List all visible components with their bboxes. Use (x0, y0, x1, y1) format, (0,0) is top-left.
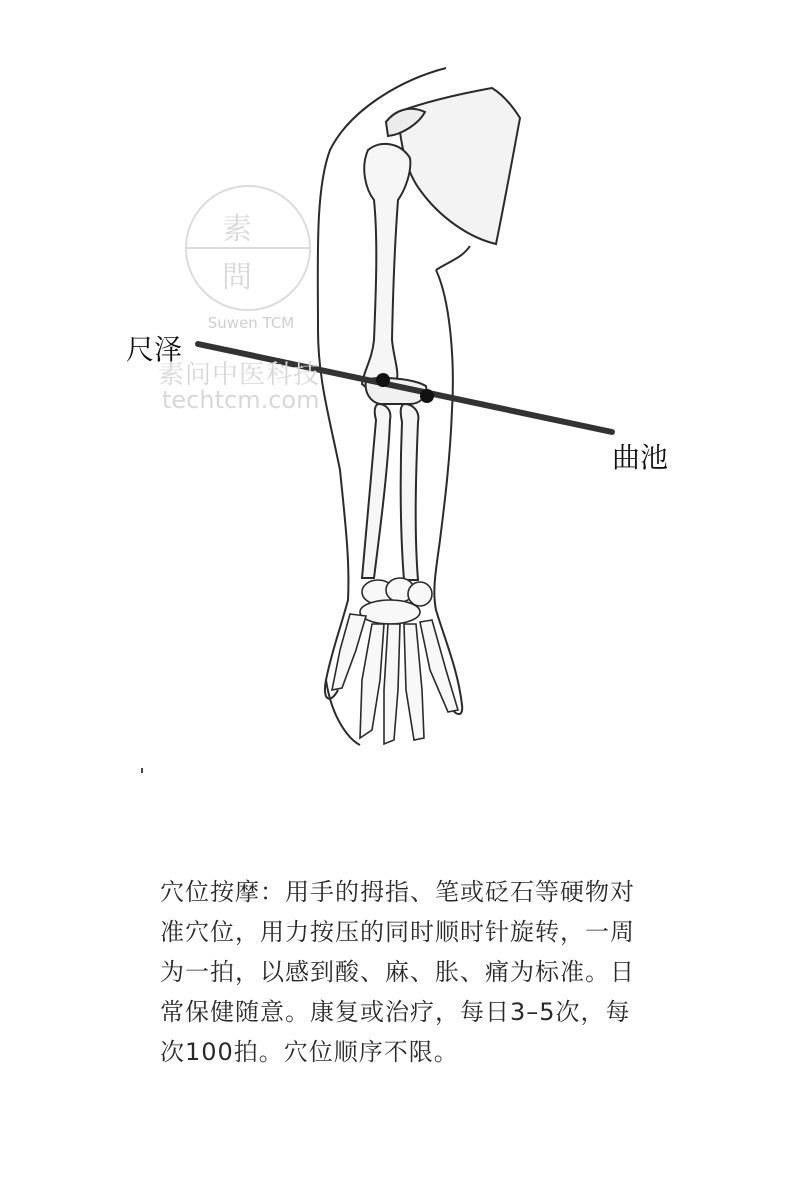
forearm-bones (362, 404, 418, 580)
humerus (362, 144, 410, 390)
watermark-seal-top: 素 (222, 212, 252, 247)
hand-bones (332, 578, 458, 744)
watermark-site: techtcm.com (162, 386, 320, 414)
watermark-company: 素问中医科技 (158, 360, 321, 390)
chize-label: 尺泽 (126, 333, 183, 366)
quchi-point (420, 389, 434, 403)
stray-mark (141, 768, 143, 773)
quchi-label: 曲池 (612, 441, 669, 474)
watermark-brand: Suwen TCM (207, 314, 295, 332)
watermark-seal-bottom: 問 (222, 260, 252, 295)
chize-point (376, 373, 390, 387)
massage-instructions: 穴位按摩：用手的拇指、笔或砭石等硬物对准穴位，用力按压的同时顺时针旋转，一周为一拍，以感到酸、麻、胀、痛为标准。日常保健随意。康复或治疗，每日3–5次，每次100拍。穴位顺序不限。 (160, 878, 635, 1066)
